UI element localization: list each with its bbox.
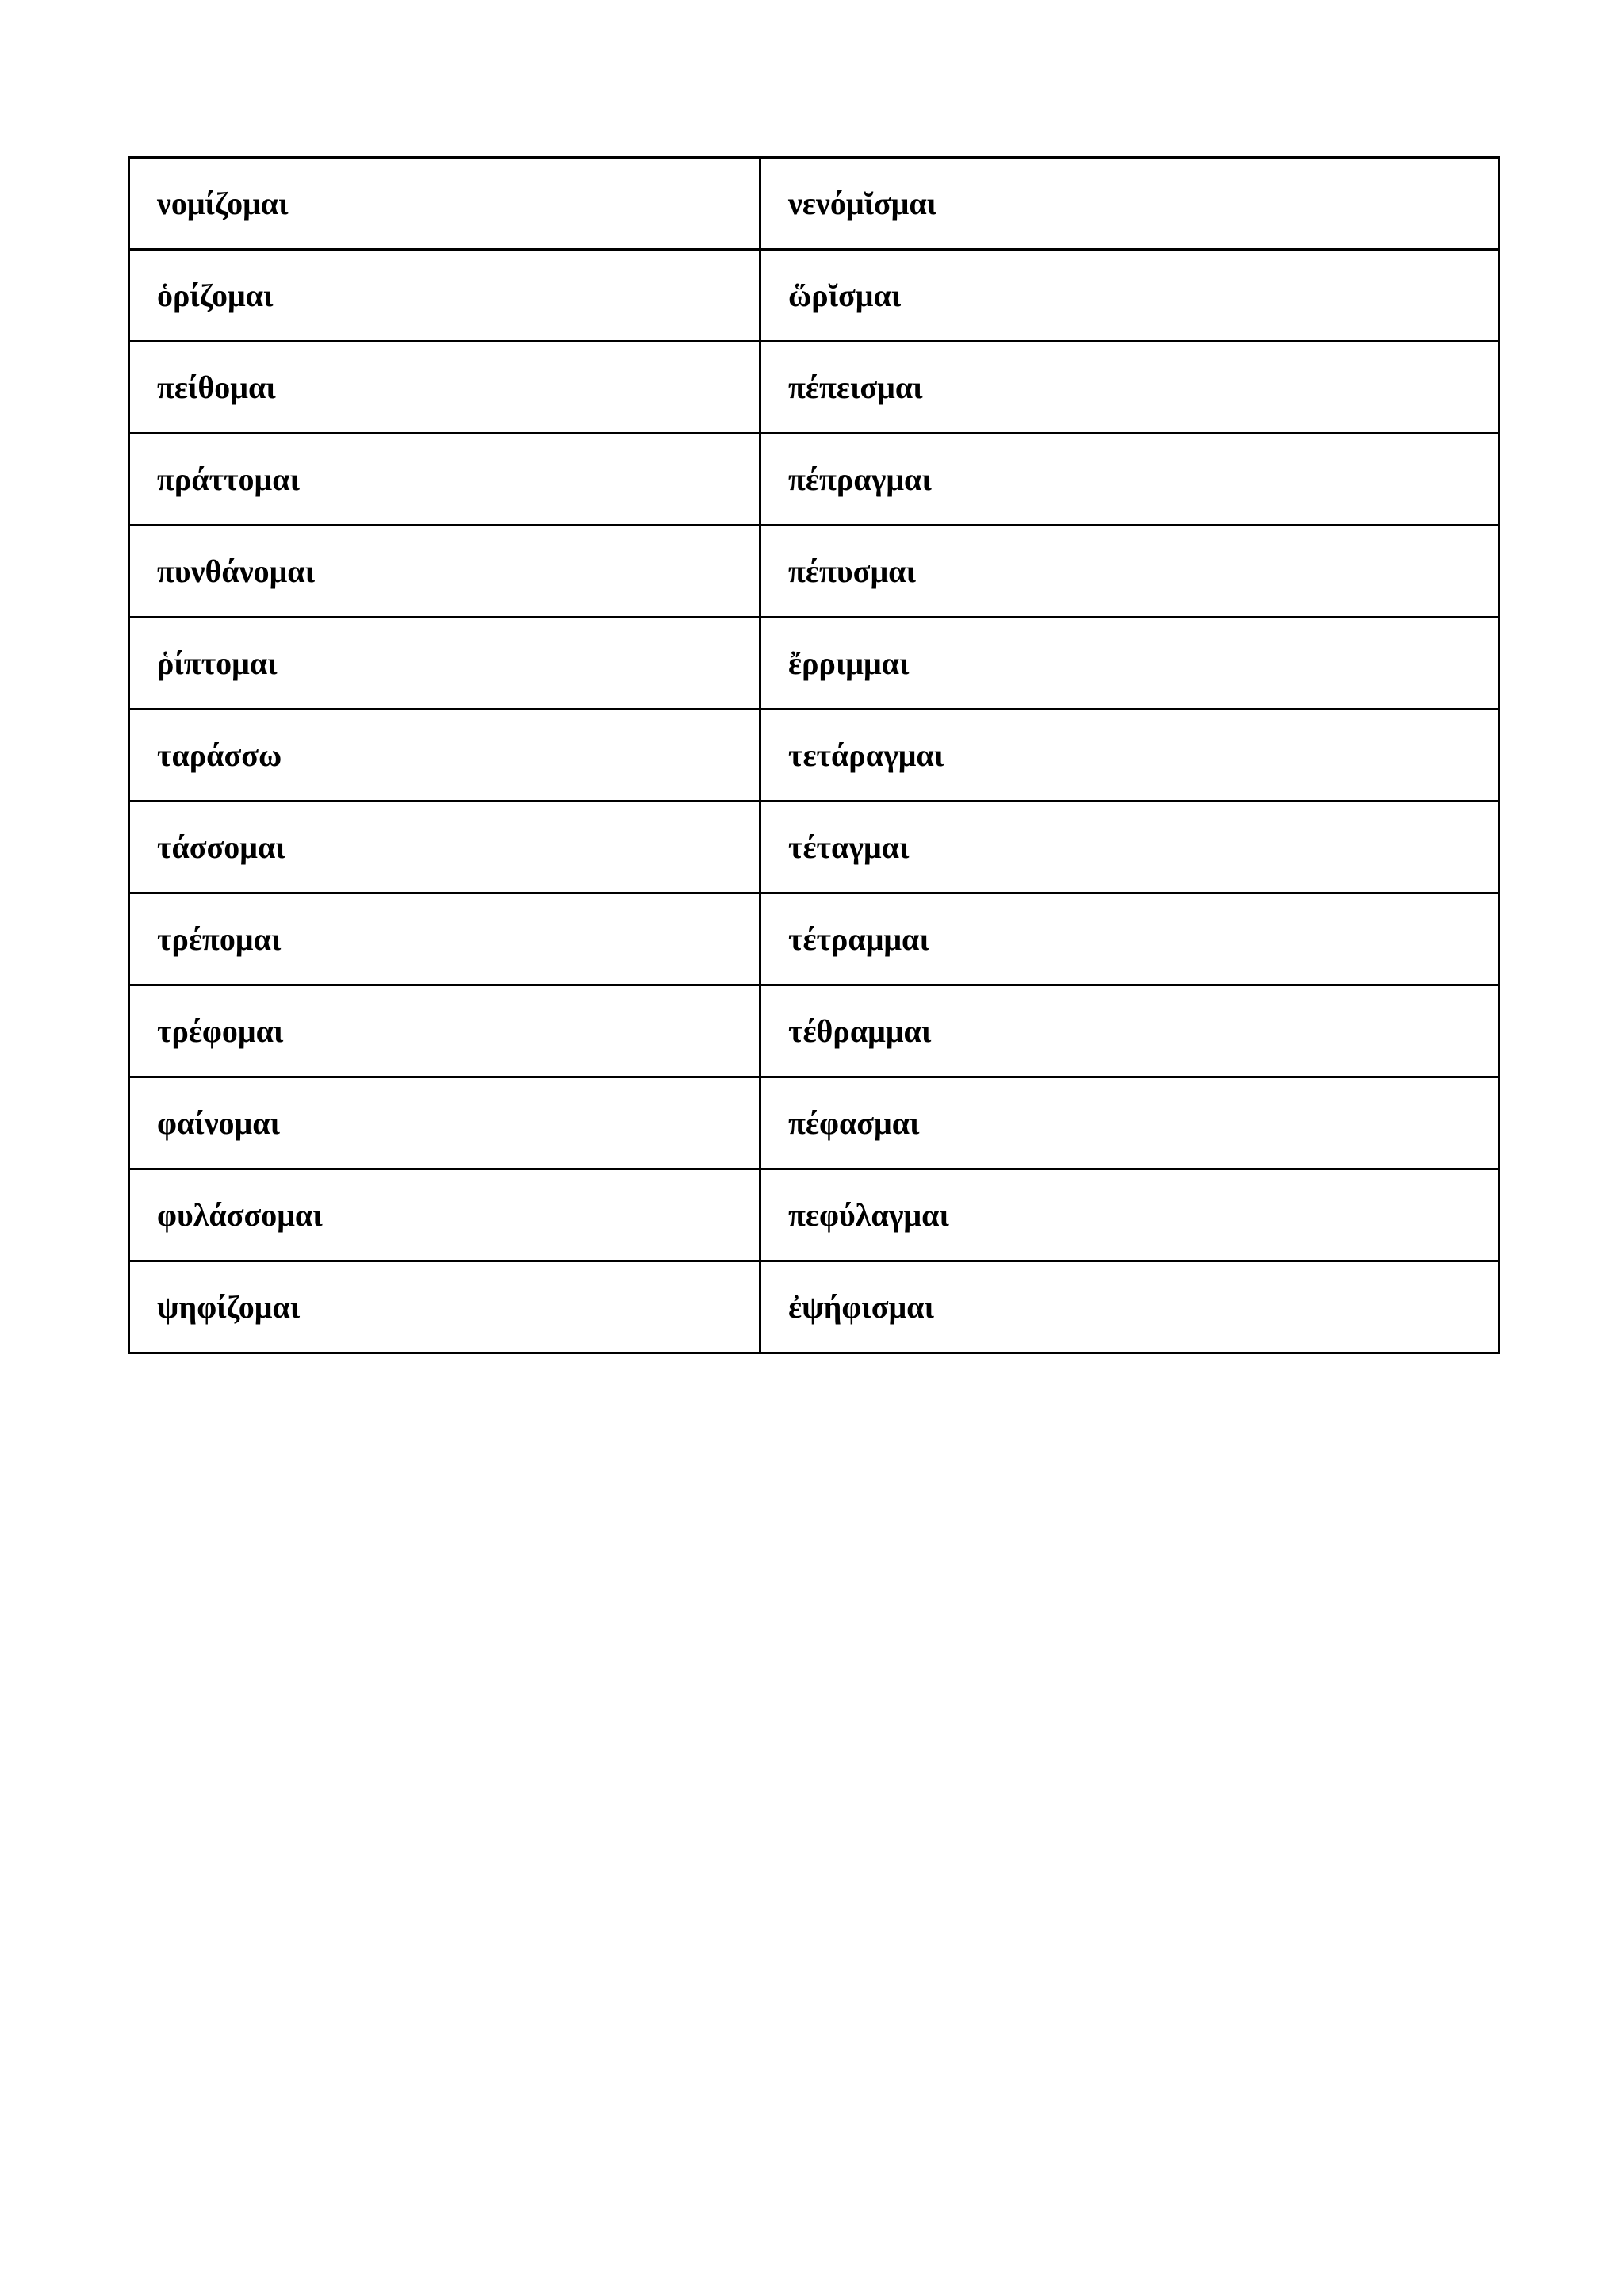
present-form-cell: πράττομαι xyxy=(129,434,760,526)
perfect-form-cell: ὥρῐσμαι xyxy=(760,250,1500,342)
present-form-cell: πυνθάνομαι xyxy=(129,526,760,618)
table-row xyxy=(129,1261,1500,1353)
verb-forms-table xyxy=(128,156,1500,1354)
present-form-cell: ῥίπτομαι xyxy=(129,618,760,710)
perfect-form-cell: πέπυσμαι xyxy=(760,526,1500,618)
perfect-form-cell: νενόμῐσμαι xyxy=(760,158,1500,250)
present-form-cell: τρέπομαι xyxy=(129,894,760,985)
table-row xyxy=(129,342,1500,434)
perfect-form-cell: πέπεισμαι xyxy=(760,342,1500,434)
table-row xyxy=(129,250,1500,342)
present-form-cell: τάσσομαι xyxy=(129,802,760,894)
perfect-form-cell: ἔρριμμαι xyxy=(760,618,1500,710)
perfect-form-cell: τέτραμμαι xyxy=(760,894,1500,985)
perfect-form-cell: τετάραγμαι xyxy=(760,710,1500,802)
present-form-cell: ψηφίζομαι xyxy=(129,1261,760,1353)
present-form-cell: ταράσσω xyxy=(129,710,760,802)
perfect-form-cell: τέταγμαι xyxy=(760,802,1500,894)
verb-forms-table-body xyxy=(129,158,1500,1353)
table-row xyxy=(129,802,1500,894)
perfect-form-cell: πέφασμαι xyxy=(760,1077,1500,1169)
table-row xyxy=(129,526,1500,618)
table-row xyxy=(129,1077,1500,1169)
present-form-cell: τρέφομαι xyxy=(129,985,760,1077)
table-row xyxy=(129,894,1500,985)
table-row xyxy=(129,158,1500,250)
table-row xyxy=(129,985,1500,1077)
perfect-form-cell: πέπραγμαι xyxy=(760,434,1500,526)
table-row xyxy=(129,618,1500,710)
present-form-cell: φυλάσσομαι xyxy=(129,1169,760,1261)
perfect-form-cell: ἐψήφισμαι xyxy=(760,1261,1500,1353)
present-form-cell: φαίνομαι xyxy=(129,1077,760,1169)
present-form-cell: νομίζομαι xyxy=(129,158,760,250)
table-row xyxy=(129,434,1500,526)
perfect-form-cell: τέθραμμαι xyxy=(760,985,1500,1077)
perfect-form-cell: πεφύλαγμαι xyxy=(760,1169,1500,1261)
table-row xyxy=(129,1169,1500,1261)
present-form-cell: ὁρίζομαι xyxy=(129,250,760,342)
present-form-cell: πείθομαι xyxy=(129,342,760,434)
table-row xyxy=(129,710,1500,802)
